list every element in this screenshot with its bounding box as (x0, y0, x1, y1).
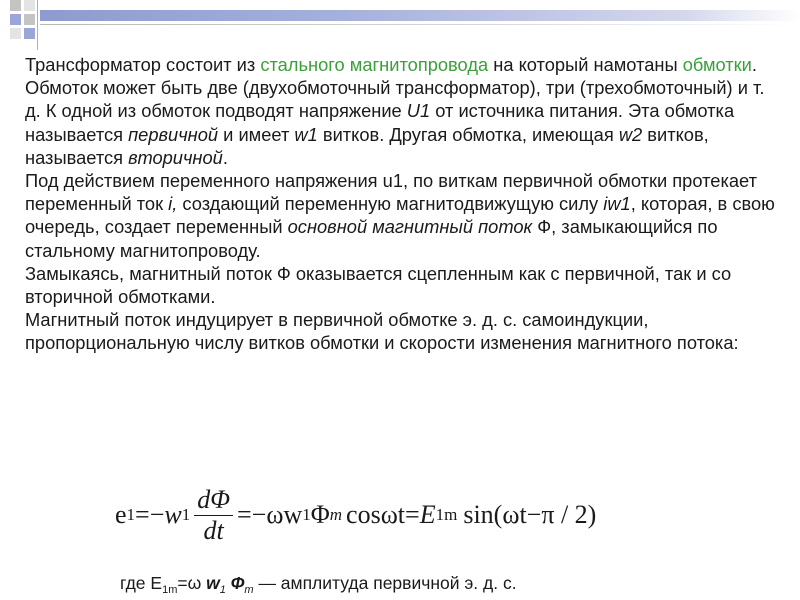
amplitude-definition: где $E_{1m}=\omega$ $w_1$ $Ф_m$ — амплитуда первичной э. д. с. (120, 573, 517, 596)
decor-square (24, 28, 35, 39)
symbol-u1: U1 (406, 100, 431, 122)
paragraph-3: Замыкаясь, магнитный поток Ф оказывается сцепленным как с первичной, так и со вторичной обмотками. (25, 262, 732, 308)
term-main-flux: основной магнитный поток (287, 216, 533, 238)
term-secondary: вторичной (128, 146, 223, 168)
decor-square (24, 14, 35, 25)
symbol-w1: w1 (294, 123, 318, 145)
paragraph-4: Магнитный поток индуцирует в первичной обмотке э. д. с. самоиндукции, пропорциональную числу витков обмотки и скорости изменения магнитного потока: (25, 309, 739, 354)
term-steel-core: стального магнитопровода (260, 54, 489, 75)
symbol-iw1: iw1 (603, 193, 631, 215)
slide-body (25, 53, 785, 355)
decor-square (10, 0, 21, 11)
emf-formula: e 1 =− w 1 $\frac{d\Phi}{dt}$ =−ωw 1 Φ m cosωt= E 1m sin(ωt−π / 2) (115, 484, 597, 545)
decor-horizontal-line (40, 24, 800, 25)
decor-gradient-bar (40, 10, 800, 21)
decor-square (24, 0, 35, 11)
paragraph-1: Трансформатор состоит из стального магнитопровода на который намотаны обмотки. Обмоток может быть две (двухобмоточный трансформатор), три (трехобмоточный) и т. д. К одной из обмоток подводят напряжение U1 от источника питания. Эта обмотка называется первичной и имеет w1 витков. Другая обмотка, имеющая w2 витков, называется вторичной. (25, 54, 765, 168)
decor-square (10, 14, 21, 25)
symbol-w2: w2 (618, 123, 643, 145)
derivative-fraction: $\frac{d\Phi}{dt}$ (194, 485, 233, 546)
symbol-i: i, (168, 193, 178, 215)
decor-square (10, 28, 21, 39)
term-primary: первичной (128, 123, 219, 145)
decor-vertical-line (37, 0, 38, 50)
term-windings: обмотки (682, 54, 752, 75)
paragraph-2: Под действием переменного напряжения u1, по виткам первичной обмотки протекает переменный ток i, создающий переменную магнитодвижущую силу iw1, которая, в свою очередь, создает переменный основной магнитный поток Ф, замыкающийся по стальному магнитопроводу. (25, 170, 775, 261)
slide-decoration (0, 0, 800, 50)
